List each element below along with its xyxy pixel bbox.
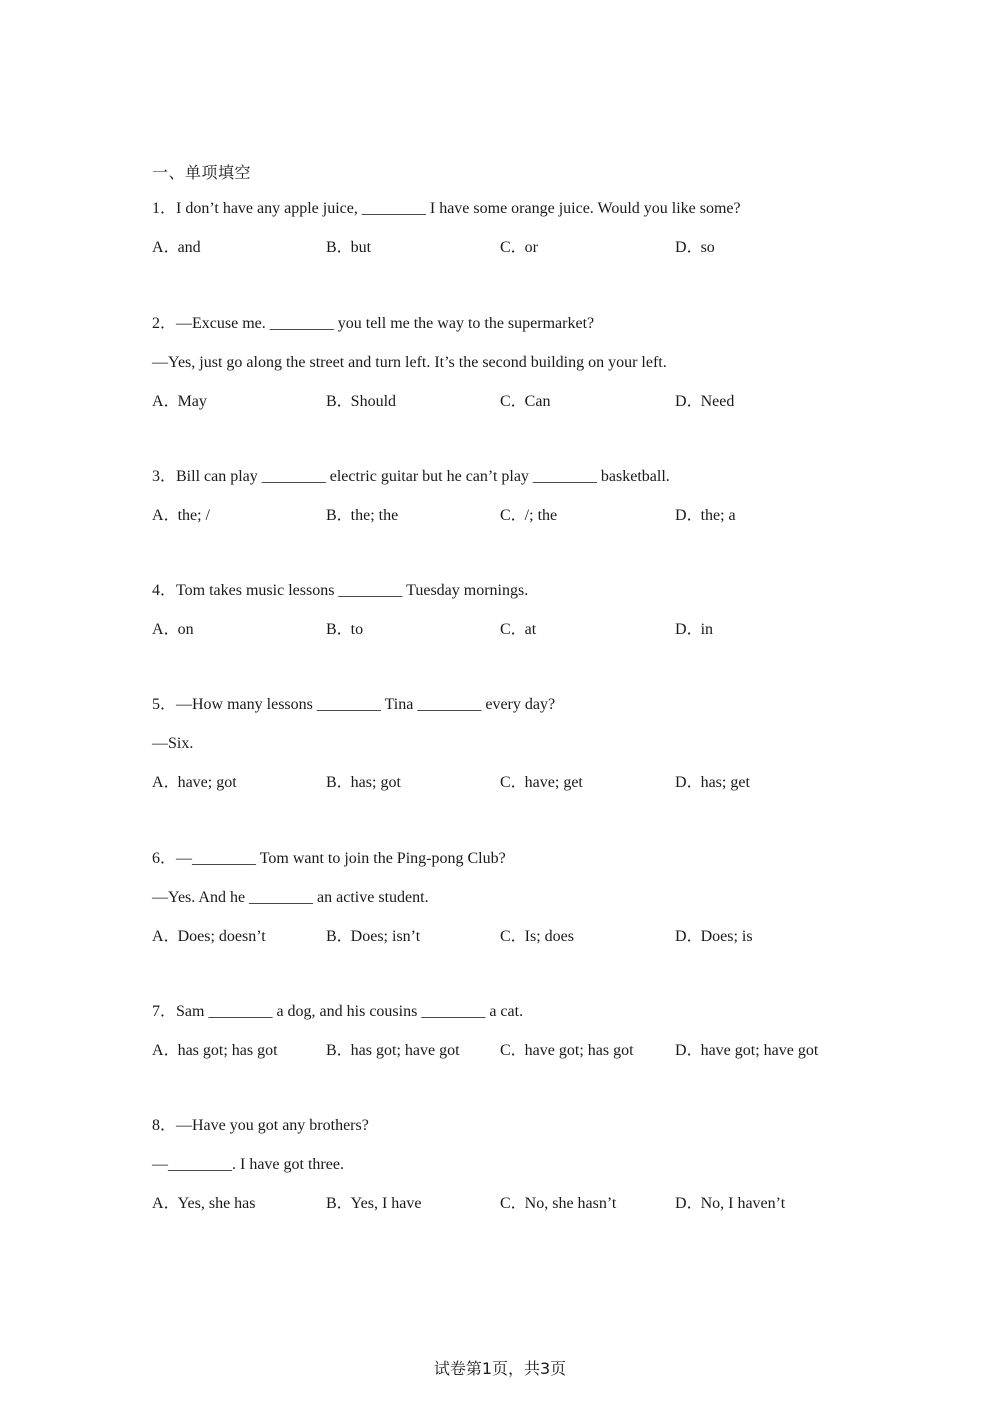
question-5-options	[152, 773, 872, 793]
question-8-option-a[interactable]: A．Yes, she has	[152, 1195, 256, 1212]
question-7-stem: 7．Sam ________ a dog, and his cousins ________ a cat.	[152, 1003, 524, 1020]
question-5-option-b[interactable]: B．has; got	[326, 774, 401, 791]
question-5-stem: 5．—How many lessons ________ Tina ________ every day?	[152, 696, 556, 713]
question-1-option-d[interactable]: D．so	[675, 239, 715, 256]
question-8-option-b[interactable]: B．Yes, I have	[326, 1195, 422, 1212]
question-8-response: —________. I have got three.	[152, 1156, 344, 1173]
question-1-option-c[interactable]: C．or	[500, 239, 538, 256]
question-4-option-a[interactable]: A．on	[152, 621, 194, 638]
question-7-option-b[interactable]: B．has got; have got	[326, 1042, 460, 1059]
question-6-option-b[interactable]: B．Does; isn’t	[326, 928, 421, 945]
question-4-options	[152, 620, 872, 640]
question-5-option-c[interactable]: C．have; get	[500, 774, 583, 791]
question-7-option-c[interactable]: C．have got; has got	[500, 1042, 634, 1059]
question-5-option-a[interactable]: A．have; got	[152, 774, 237, 791]
question-1-option-b[interactable]: B．but	[326, 239, 372, 256]
question-5-option-d[interactable]: D．has; get	[675, 774, 750, 791]
question-2-stem: 2．—Excuse me. ________ you tell me the way to the supermarket?	[152, 315, 595, 332]
question-7-option-d[interactable]: D．have got; have got	[675, 1042, 819, 1059]
page-footer: 试卷第1页，共3页	[433, 1359, 567, 1378]
question-6-stem: 6．—________ Tom want to join the Ping-pong Club?	[152, 850, 506, 867]
question-6-option-d[interactable]: D．Does; is	[675, 928, 753, 945]
question-6-option-a[interactable]: A．Does; doesn’t	[152, 928, 266, 945]
question-4-stem: 4．Tom takes music lessons ________ Tuesday mornings.	[152, 582, 529, 599]
question-7-option-a[interactable]: A．has got; has got	[152, 1042, 278, 1059]
question-1-options	[152, 238, 872, 258]
question-3-options	[152, 506, 872, 526]
question-3-option-a[interactable]: A．the; /	[152, 507, 210, 524]
question-3-option-c[interactable]: C．/; the	[500, 507, 558, 524]
question-4-option-b[interactable]: B．to	[326, 621, 364, 638]
question-7-options	[152, 1041, 872, 1061]
question-6-option-c[interactable]: C．Is; does	[500, 928, 574, 945]
question-2-option-b[interactable]: B．Should	[326, 393, 397, 410]
question-8-option-d[interactable]: D．No, I haven’t	[675, 1195, 786, 1212]
question-2-option-a[interactable]: A．May	[152, 393, 207, 410]
question-3-option-d[interactable]: D．the; a	[675, 507, 736, 524]
question-3-option-b[interactable]: B．the; the	[326, 507, 399, 524]
section-title: 一、单项填空	[152, 163, 252, 182]
question-8-stem: 8．—Have you got any brothers?	[152, 1117, 369, 1134]
question-2-option-d[interactable]: D．Need	[675, 393, 735, 410]
question-1-option-a[interactable]: A．and	[152, 239, 201, 256]
question-2-response: —Yes, just go along the street and turn left. It’s the second building on your left.	[152, 354, 667, 371]
question-4-option-d[interactable]: D．in	[675, 621, 714, 638]
question-8-option-c[interactable]: C．No, she hasn’t	[500, 1195, 617, 1212]
question-1-stem: 1．I don’t have any apple juice, ________ I have some orange juice. Would you like some?	[152, 200, 741, 217]
question-3-stem: 3．Bill can play ________ electric guitar but he can’t play ________ basketball.	[152, 468, 670, 485]
question-4-option-c[interactable]: C．at	[500, 621, 537, 638]
question-5-response: —Six.	[152, 735, 194, 752]
question-6-options	[152, 927, 872, 947]
question-2-options	[152, 392, 872, 412]
question-2-option-c[interactable]: C．Can	[500, 393, 551, 410]
question-6-response: —Yes. And he ________ an active student.	[152, 889, 429, 906]
question-8-options	[152, 1194, 872, 1214]
